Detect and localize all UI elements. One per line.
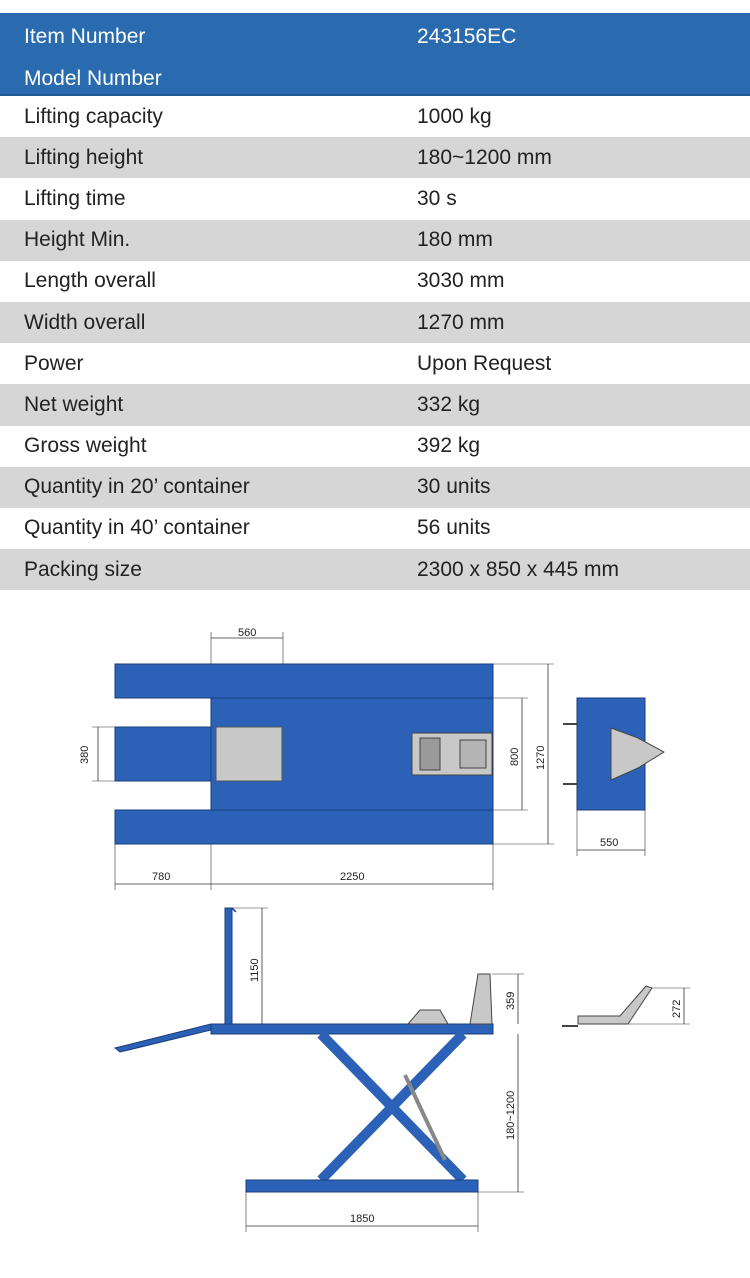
table-row: Width overall 1270 mm <box>0 302 750 343</box>
dim-380: 380 <box>79 745 91 764</box>
table-row: Gross weight 392 kg <box>0 426 750 467</box>
table-row: Quantity in 40’ container 56 units <box>0 508 750 549</box>
dim-1850: 1850 <box>350 1213 375 1225</box>
dim-180-1200: 180~1200 <box>505 1090 517 1140</box>
table-header <box>0 13 750 96</box>
dim-272: 272 <box>671 999 683 1018</box>
dim-1270: 1270 <box>535 745 547 770</box>
top-rail <box>115 664 493 698</box>
end-view-drawing <box>563 698 664 856</box>
side-wheel-chock <box>408 1010 448 1024</box>
table-row: Power Upon Request <box>0 343 750 384</box>
side-post <box>225 908 232 1024</box>
dim-2250: 2250 <box>340 871 365 883</box>
item-number-value: 243156EC <box>417 25 517 48</box>
dim-359: 359 <box>505 991 517 1010</box>
dim-560: 560 <box>238 627 257 639</box>
ramp-extension <box>115 727 211 781</box>
table-row: Lifting height 180~1200 mm <box>0 137 750 178</box>
dim-780: 780 <box>152 871 171 883</box>
dim-800: 800 <box>509 747 521 766</box>
side-base <box>246 1180 478 1192</box>
table-row: Quantity in 20’ container 30 units <box>0 467 750 508</box>
side-view-drawing <box>115 908 524 1232</box>
table-row: Height Min. 180 mm <box>0 220 750 261</box>
side-platform <box>211 1024 493 1034</box>
table-row: Lifting capacity 1000 kg <box>0 96 750 137</box>
top-view-drawing <box>79 627 554 890</box>
table-row: Lifting time 30 s <box>0 178 750 219</box>
model-number-label: Model Number <box>24 67 162 90</box>
spec-table <box>0 13 750 590</box>
dim-1150: 1150 <box>249 958 261 982</box>
table-row: Net weight 332 kg <box>0 384 750 425</box>
side-ramp <box>115 1024 211 1052</box>
removable-panel <box>216 727 282 781</box>
wheel-clamp <box>412 733 492 775</box>
clamp-side-drawing <box>562 986 690 1026</box>
table-row: Packing size 2300 x 850 x 445 mm <box>0 549 750 590</box>
side-front-stop <box>470 974 492 1024</box>
dim-550: 550 <box>600 837 619 849</box>
bottom-rail <box>115 810 493 844</box>
technical-drawings <box>0 600 750 1278</box>
table-row: Length overall 3030 mm <box>0 261 750 302</box>
item-number-label: Item Number <box>24 25 146 48</box>
